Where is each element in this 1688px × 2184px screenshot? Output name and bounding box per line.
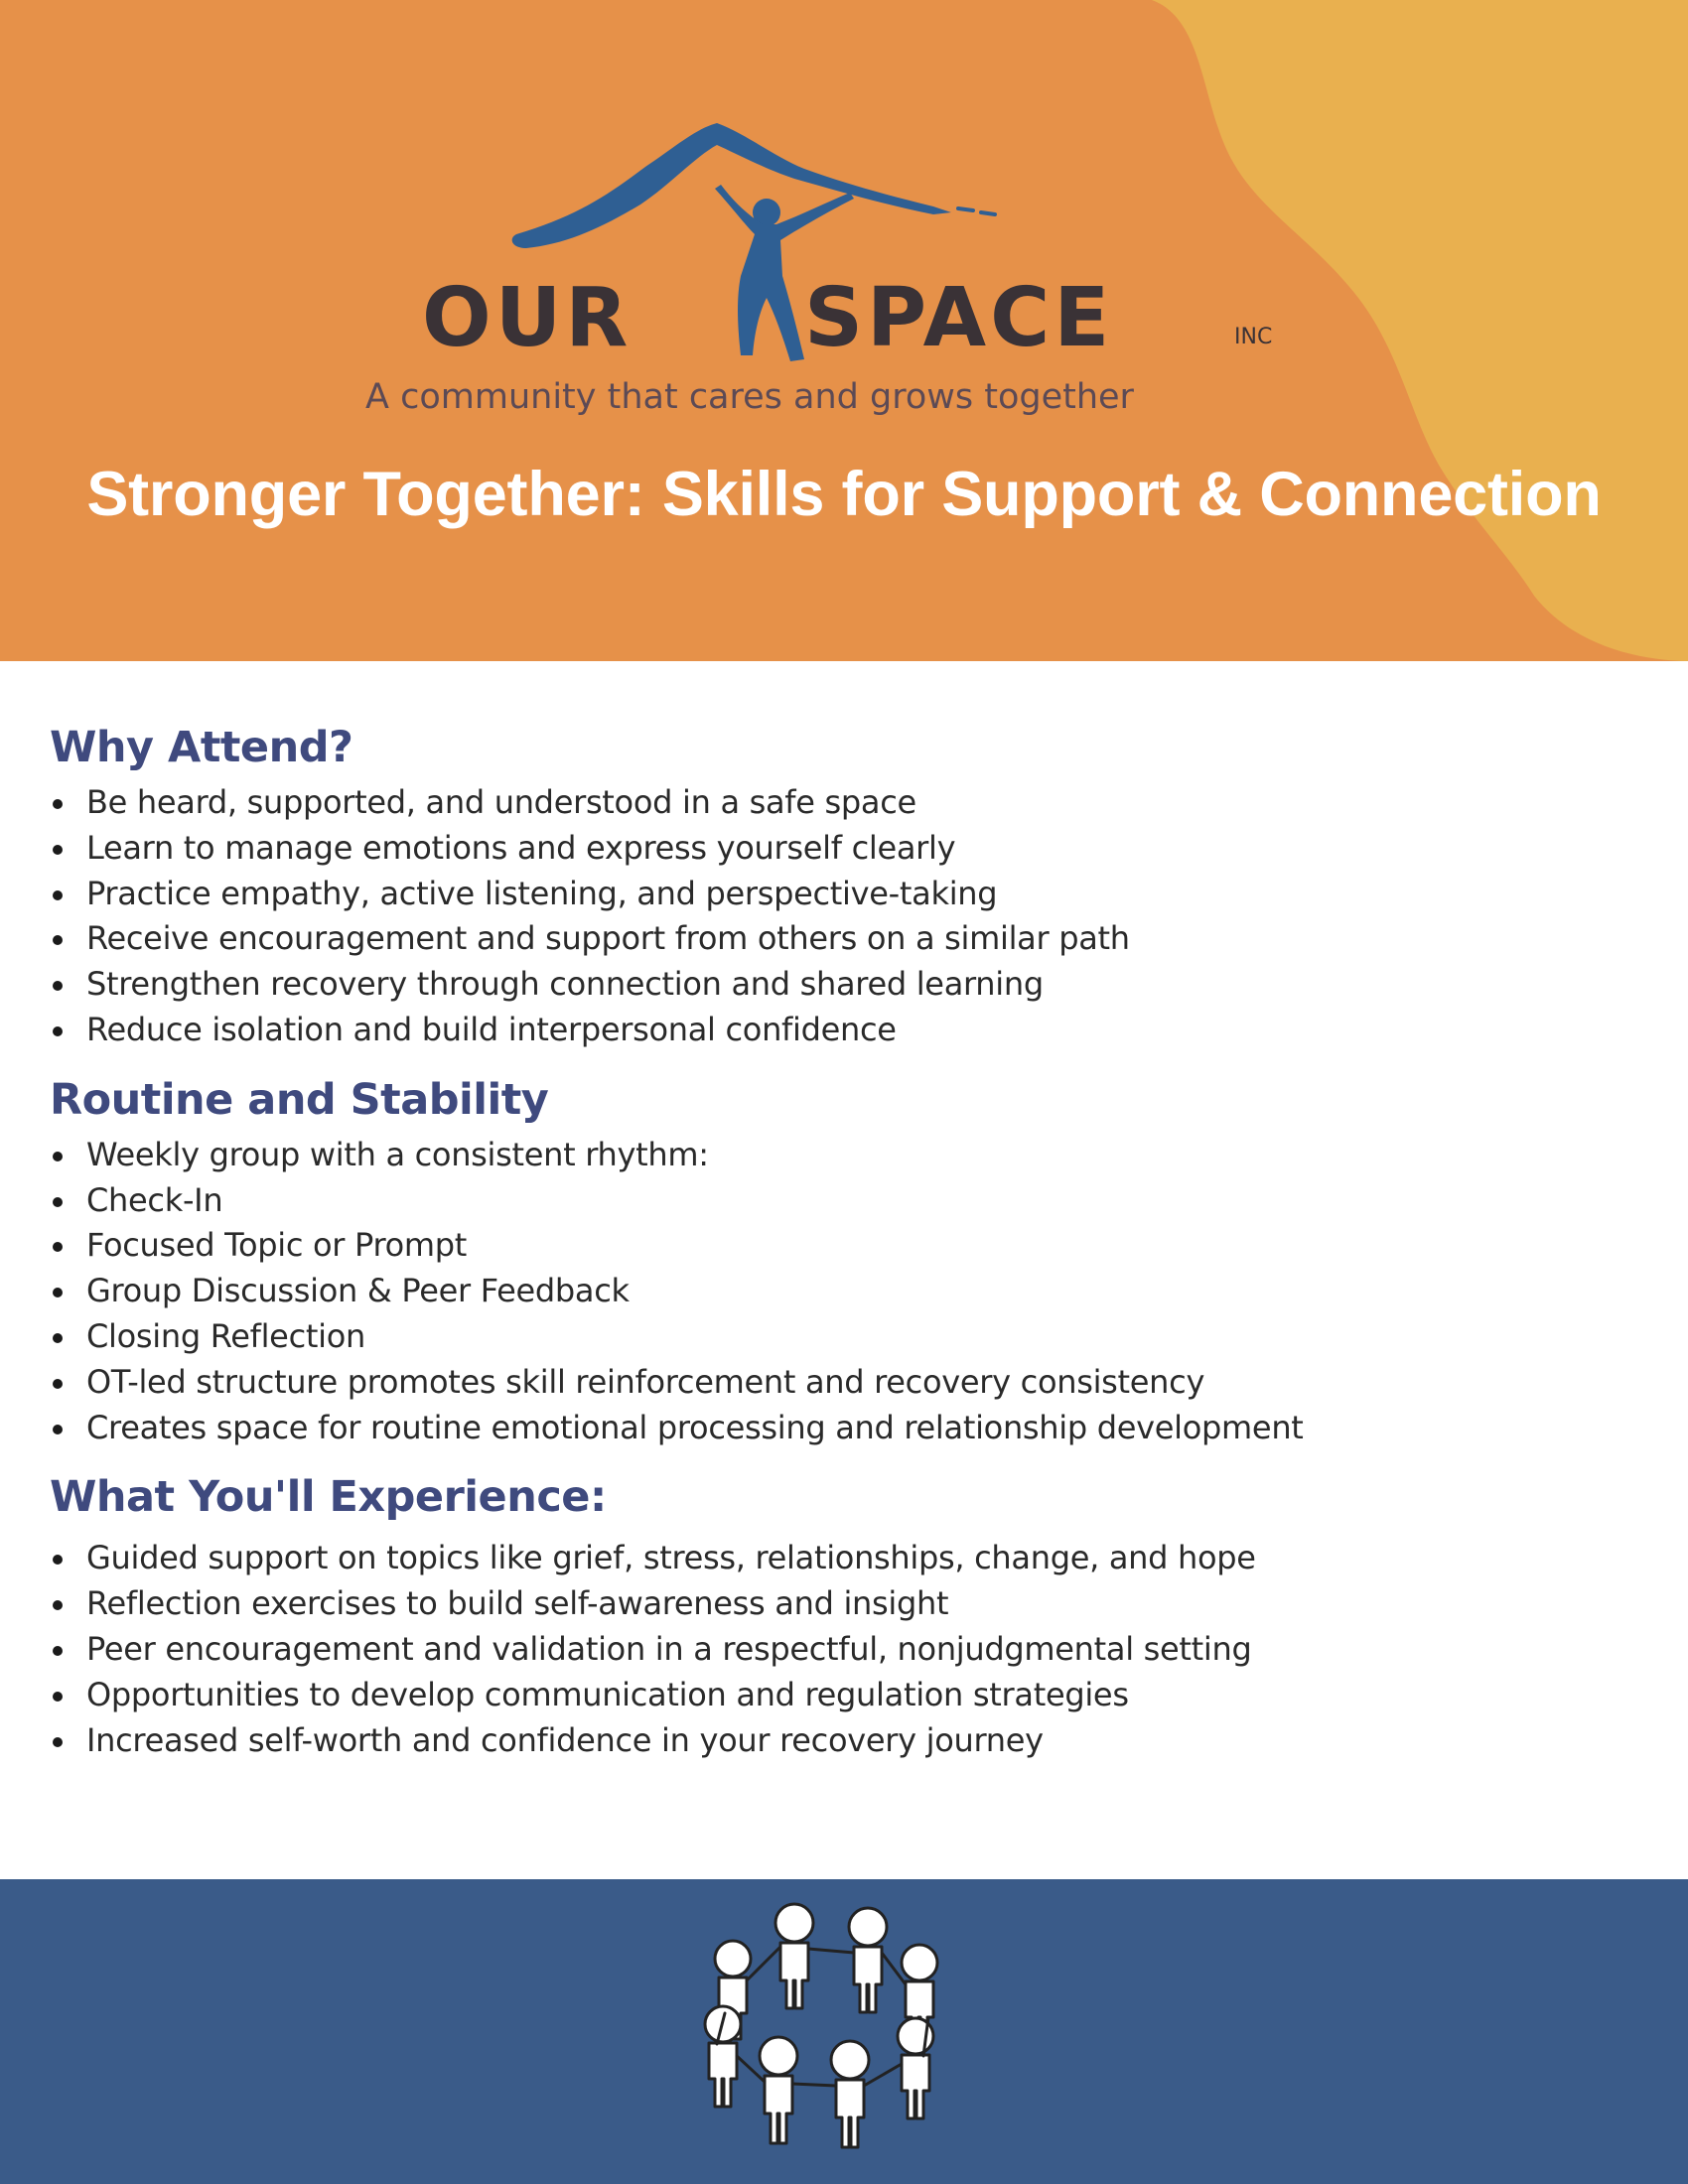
- bullet-list: [50, 1536, 1599, 1763]
- logo-text-our: OUR: [422, 271, 633, 365]
- flyer-title: Stronger Together: Skills for Support & Connection: [86, 460, 1602, 529]
- section-heading: Why Attend?: [50, 723, 353, 772]
- our-space-logo: [417, 117, 1291, 385]
- list-item: Practice empathy, active listening, and perspective-taking: [50, 872, 1599, 917]
- list-item: Peer encouragement and validation in a respectful, nonjudgmental setting: [50, 1627, 1599, 1673]
- list-item: Be heard, supported, and understood in a safe space: [50, 780, 1599, 826]
- header-banner: [0, 0, 1688, 661]
- list-item: OT-led structure promotes skill reinforcement and recovery consistency: [50, 1360, 1599, 1406]
- list-item: Increased self-worth and confidence in your recovery journey: [50, 1718, 1599, 1764]
- list-item: Guided support on topics like grief, stress, relationships, change, and hope: [50, 1536, 1599, 1581]
- section-heading: What You'll Experience:: [50, 1472, 607, 1523]
- section-heading: Routine and Stability: [50, 1074, 549, 1125]
- footer-banner: [0, 1879, 1688, 2184]
- list-item: Check-In: [50, 1178, 1599, 1224]
- tagline: A community that cares and grows together: [365, 377, 1134, 417]
- list-item: Reduce isolation and build interpersonal confidence: [50, 1008, 1599, 1053]
- logo-text-space: SPACE: [804, 271, 1114, 365]
- list-item: Opportunities to develop communication and regulation strategies: [50, 1673, 1599, 1718]
- list-item: Weekly group with a consistent rhythm:: [50, 1133, 1599, 1178]
- people-circle-icon: [685, 1897, 953, 2170]
- bullet-list: [50, 1133, 1599, 1451]
- list-item: Creates space for routine emotional processing and relationship development: [50, 1406, 1599, 1451]
- bullet-list: [50, 780, 1599, 1053]
- section-routine-and-stability: [50, 1067, 1599, 1451]
- list-item: Focused Topic or Prompt: [50, 1223, 1599, 1269]
- list-item: Learn to manage emotions and express yourself clearly: [50, 826, 1599, 872]
- list-item: Reflection exercises to build self-awareness and insight: [50, 1581, 1599, 1627]
- list-item: Strengthen recovery through connection and shared learning: [50, 962, 1599, 1008]
- list-item: Receive encouragement and support from others on a similar path: [50, 916, 1599, 962]
- section-why-attend: [50, 715, 1599, 1053]
- logo-text-inc: INC: [1234, 325, 1273, 349]
- list-item: Group Discussion & Peer Feedback: [50, 1269, 1599, 1314]
- section-what-youll-experience: [50, 1464, 1599, 1763]
- list-item: Closing Reflection: [50, 1314, 1599, 1360]
- main-content: [50, 715, 1599, 1777]
